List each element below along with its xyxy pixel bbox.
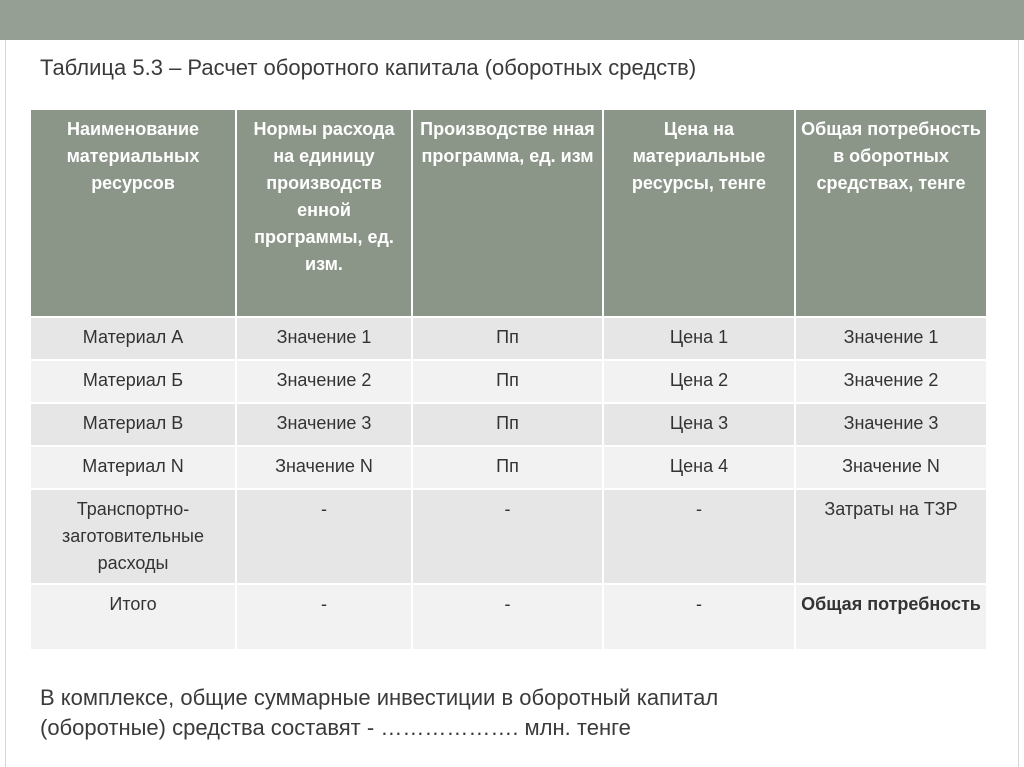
cell-norm: Значение N <box>236 446 412 489</box>
cell-norm: Значение 3 <box>236 403 412 446</box>
table-row-total <box>30 584 987 650</box>
cell-price: Цена 3 <box>603 403 795 446</box>
conclusion-line-1: В комплексе, общие суммарные инвестиции в оборотный капитал <box>40 685 719 710</box>
header-resource-name: Наименование материальных ресурсов <box>30 109 236 317</box>
cell-total: Общая потребность <box>795 584 987 650</box>
cell-norm: - <box>236 489 412 584</box>
cell-program: Пп <box>412 403 603 446</box>
cell-norm: Значение 1 <box>236 317 412 360</box>
frame-left-border <box>5 40 6 767</box>
header-resource-price: Цена на материальные ресурсы, тенге <box>603 109 795 317</box>
frame-right-border <box>1018 40 1019 767</box>
cell-price: - <box>603 584 795 650</box>
cell-total: Значение 2 <box>795 360 987 403</box>
header-total-need: Общая потребность в оборотных средствах, тенге <box>795 109 987 317</box>
cell-total: Значение 1 <box>795 317 987 360</box>
cell-resource: Материал А <box>30 317 236 360</box>
table-row <box>30 317 987 360</box>
cell-program: Пп <box>412 446 603 489</box>
conclusion-line-2: (оборотные) средства составят - ………………. млн. тенге <box>40 715 631 740</box>
cell-program: - <box>412 489 603 584</box>
cell-total: Значение N <box>795 446 987 489</box>
cell-program: Пп <box>412 317 603 360</box>
cell-resource: Итого <box>30 584 236 650</box>
working-capital-table <box>29 108 988 651</box>
cell-resource: Материал Б <box>30 360 236 403</box>
header-production-program: Производстве нная программа, ед. изм <box>412 109 603 317</box>
cell-price: Цена 1 <box>603 317 795 360</box>
cell-price: Цена 4 <box>603 446 795 489</box>
cell-norm: Значение 2 <box>236 360 412 403</box>
table-row <box>30 403 987 446</box>
cell-resource: Материал N <box>30 446 236 489</box>
cell-program: - <box>412 584 603 650</box>
table-row <box>30 489 987 584</box>
cell-price: Цена 2 <box>603 360 795 403</box>
cell-price: - <box>603 489 795 584</box>
cell-total: Значение 3 <box>795 403 987 446</box>
cell-norm: - <box>236 584 412 650</box>
conclusion-text <box>40 683 980 743</box>
cell-resource: Транспортно-заготовительные расходы <box>30 489 236 584</box>
cell-total: Затраты на ТЗР <box>795 489 987 584</box>
cell-resource: Материал В <box>30 403 236 446</box>
table-header-row <box>30 109 987 317</box>
cell-program: Пп <box>412 360 603 403</box>
table-title: Таблица 5.3 – Расчет оборотного капитала (оборотных средств) <box>40 55 697 80</box>
header-consumption-norms: Нормы расхода на единицу производств енной программы, ед. изм. <box>236 109 412 317</box>
table-row <box>30 446 987 489</box>
top-bar <box>0 0 1024 40</box>
table-row <box>30 360 987 403</box>
